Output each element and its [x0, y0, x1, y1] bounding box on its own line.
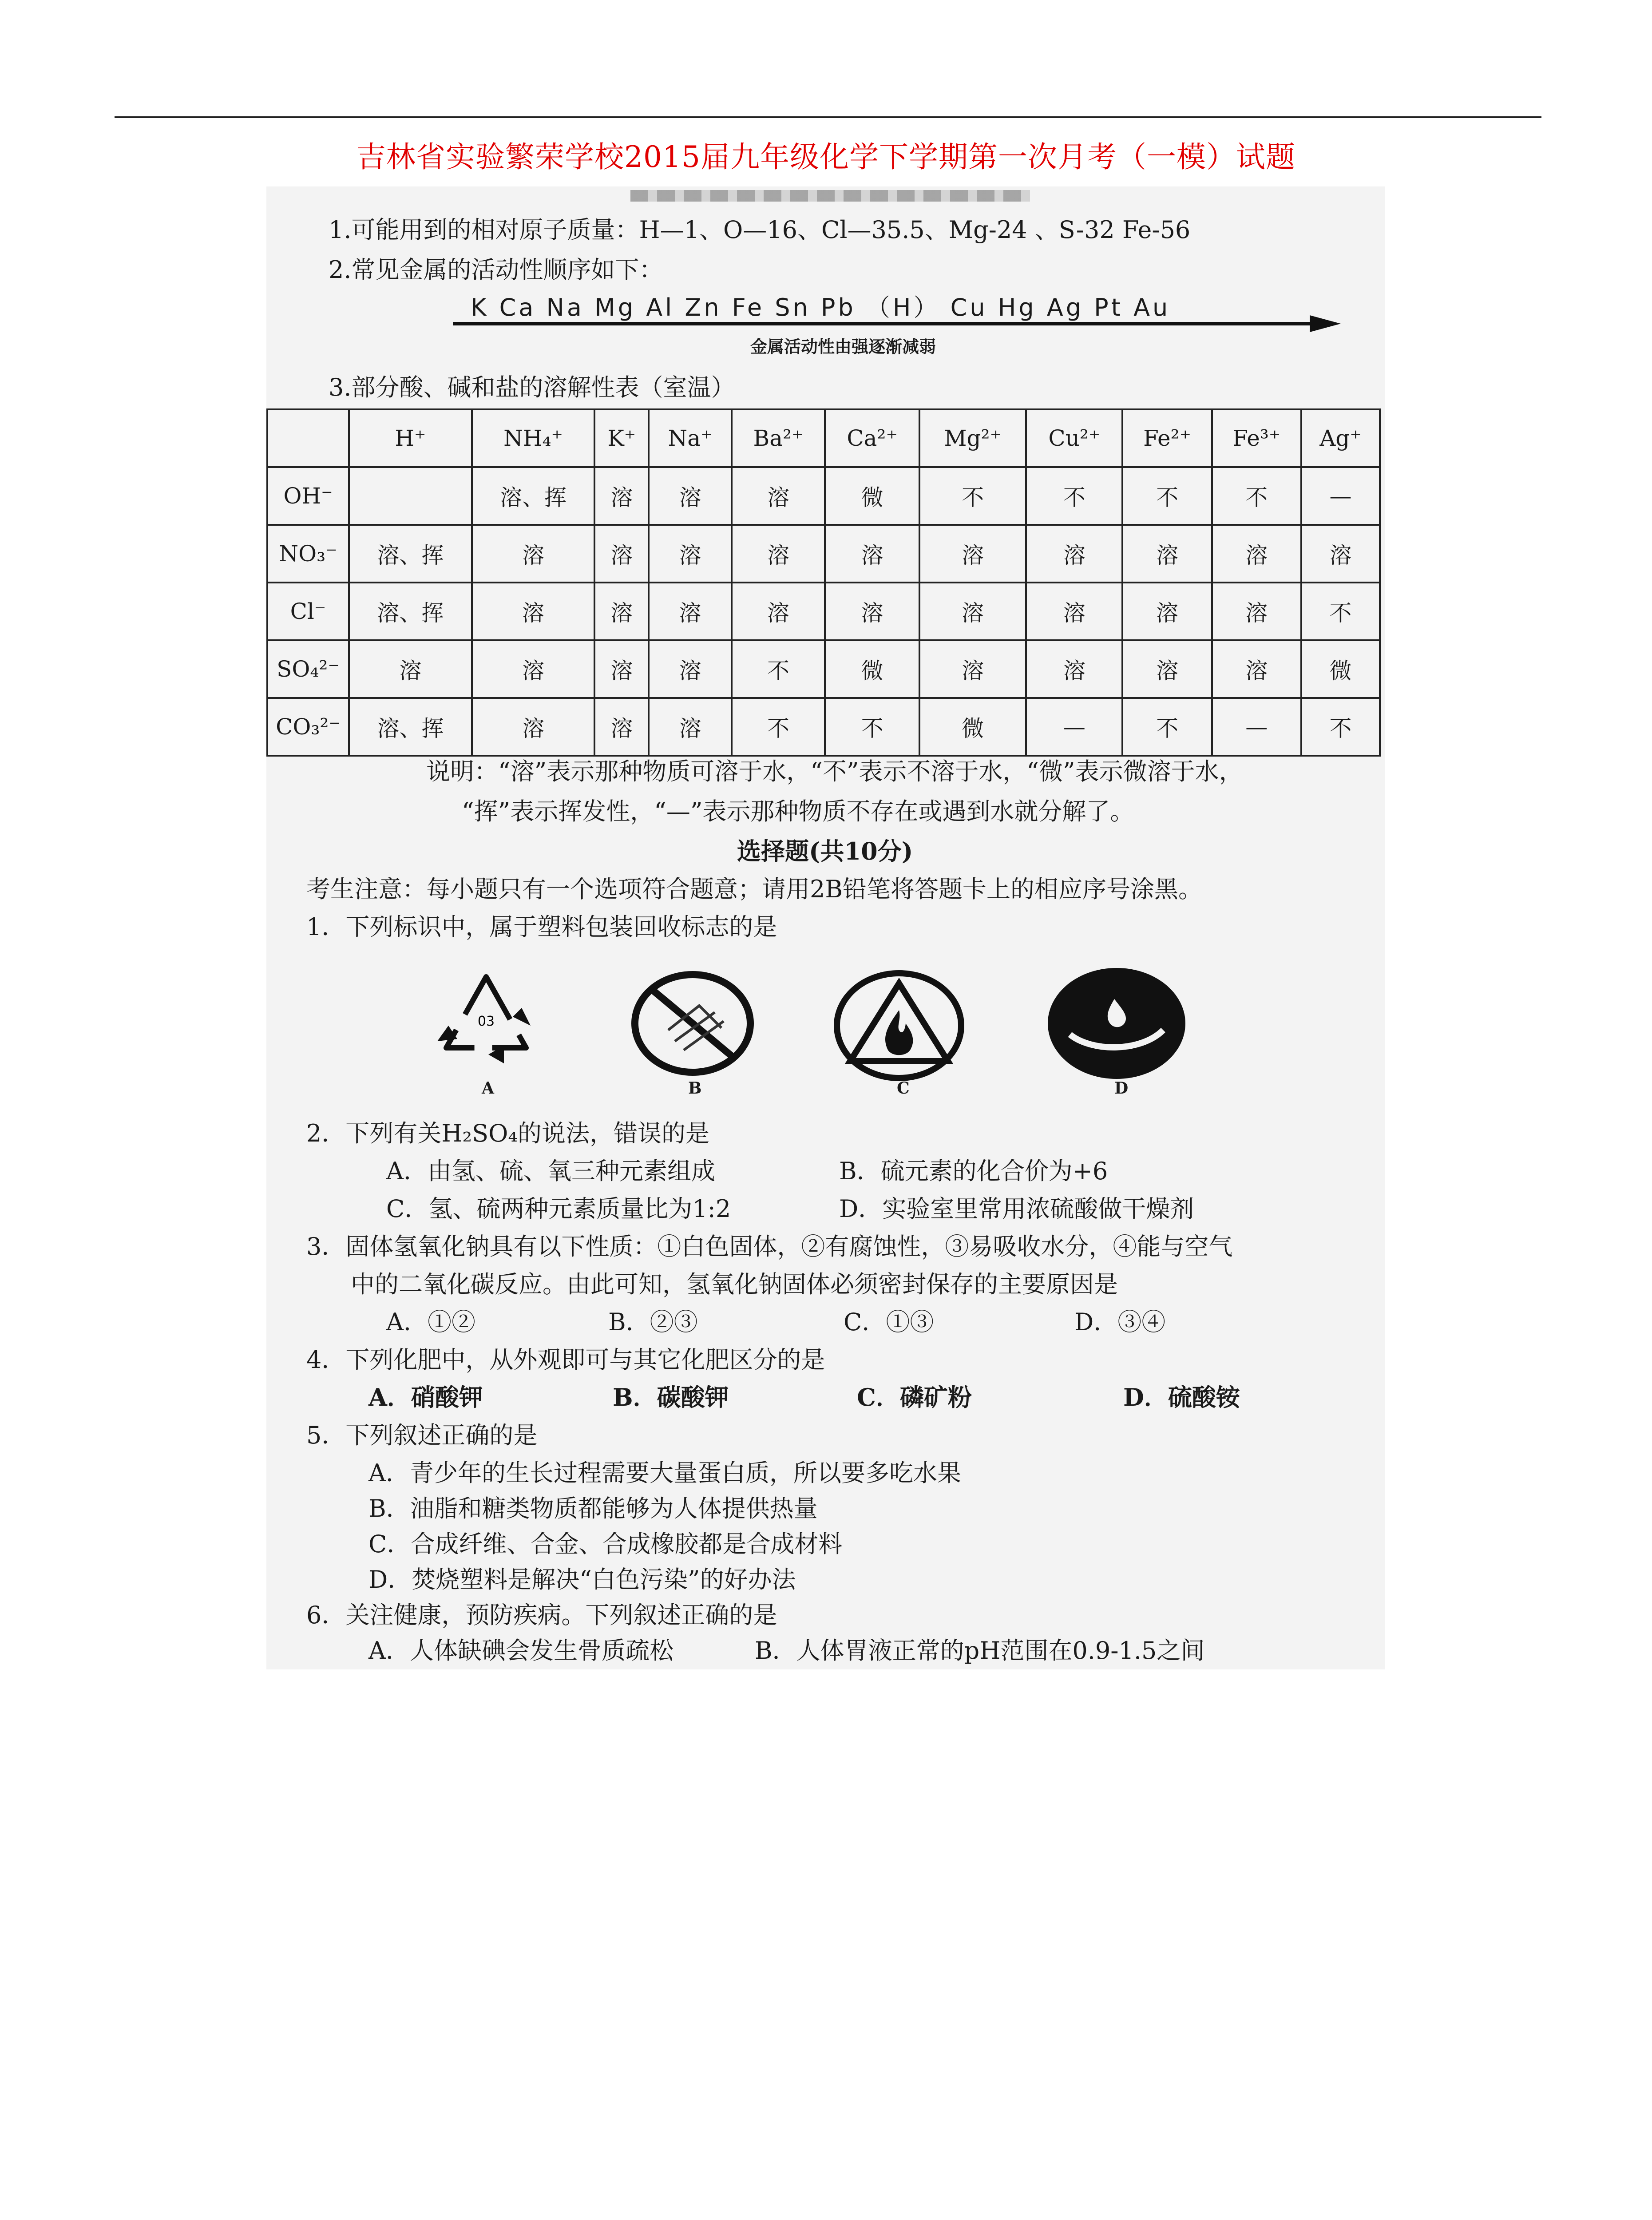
metal-activity-caption: 金属活动性由强逐渐减弱 — [750, 337, 936, 357]
q1-label-a: A — [482, 1079, 494, 1098]
solubility-cell: 溶 — [1122, 525, 1212, 583]
cation-header-cell: K⁺ — [594, 409, 649, 467]
question-3-option-c: C．①③ — [844, 1308, 934, 1336]
solubility-cell: 溶 — [594, 640, 649, 698]
question-4-option-b: B．碳酸钾 — [613, 1383, 729, 1411]
solubility-cell: — — [1026, 698, 1122, 756]
metal-activity-series: K Ca Na Mg Al Zn Fe Sn Pb （H） Cu Hg Ag Pt Au — [471, 293, 1171, 321]
question-4-option-d: D．硫酸铵 — [1123, 1383, 1240, 1411]
solubility-cell: 不 — [1212, 467, 1301, 525]
solubility-cell: 溶 — [919, 583, 1026, 640]
solubility-cell: 不 — [1122, 467, 1212, 525]
section-notice: 考生注意：每小题只有一个选项符合题意；请用2B铅笔将答题卡上的相应序号涂黑。 — [306, 875, 1203, 903]
cation-header-cell: NH₄⁺ — [472, 409, 595, 467]
question-3-line-2: 中的二氧化碳反应。由此可知，氢氧化钠固体必须密封保存的主要原因是 — [351, 1270, 1118, 1298]
cation-header-cell: H⁺ — [349, 409, 472, 467]
solubility-cell: 溶 — [1026, 640, 1122, 698]
solubility-cell: 溶、挥 — [472, 467, 595, 525]
solubility-cell: — — [1212, 698, 1301, 756]
solubility-cell: 微 — [919, 698, 1026, 756]
scanned-exam-page — [266, 186, 1385, 1669]
question-6: 6．关注健康，预防疾病。下列叙述正确的是 — [306, 1601, 777, 1629]
solubility-cell: 溶 — [472, 525, 595, 583]
water-saving-icon — [1043, 963, 1190, 1088]
anion-header-cell: NO₃⁻ — [267, 525, 349, 583]
arrow-head-icon — [1310, 315, 1341, 332]
solubility-cell: 溶 — [1301, 525, 1380, 583]
table-row — [267, 525, 1380, 583]
solubility-cell: 不 — [825, 698, 919, 756]
solubility-cell: 不 — [732, 698, 825, 756]
solubility-cell: 溶 — [1026, 525, 1122, 583]
solubility-cell: 不 — [1301, 698, 1380, 756]
q1-label-b: B — [688, 1079, 702, 1098]
question-2-option-c: C．氢、硫两种元素质量比为1:2 — [386, 1195, 731, 1223]
question-4: 4．下列化肥中，从外观即可与其它化肥区分的是 — [306, 1346, 825, 1374]
solubility-cell: 溶 — [649, 640, 732, 698]
cation-header-cell: Ba²⁺ — [732, 409, 825, 467]
question-3-line-1: 3．固体氢氧化钠具有以下性质：①白色固体，②有腐蚀性，③易吸收水分，④能与空气 — [306, 1233, 1233, 1261]
solubility-cell: 溶 — [1212, 583, 1301, 640]
solubility-cell: 不 — [1122, 698, 1212, 756]
table-row — [267, 640, 1380, 698]
solubility-cell: 溶 — [825, 525, 919, 583]
question-2-option-b: B．硫元素的化合价为+6 — [839, 1157, 1108, 1185]
anion-header-cell: CO₃²⁻ — [267, 698, 349, 756]
solubility-cell: 溶、挥 — [349, 583, 472, 640]
anion-header-cell: Cl⁻ — [267, 583, 349, 640]
scan-cutoff-header — [630, 190, 1030, 202]
solubility-cell: 微 — [1301, 640, 1380, 698]
anion-header-cell: SO₄²⁻ — [267, 640, 349, 698]
solubility-cell: 溶 — [649, 467, 732, 525]
solubility-cell: 溶 — [472, 583, 595, 640]
no-littering-icon — [626, 963, 759, 1088]
table-row — [267, 467, 1380, 525]
solubility-cell: 不 — [1301, 583, 1380, 640]
metal-activity-arrow — [453, 322, 1314, 325]
solubility-cell: 不 — [1026, 467, 1122, 525]
solubility-cell: 溶 — [825, 583, 919, 640]
question-5-option-b: B．油脂和糖类物质都能够为人体提供热量 — [368, 1495, 818, 1522]
question-5-option-d: D．焚烧塑料是解决“白色污染”的好办法 — [368, 1566, 796, 1594]
question-6-option-a: A．人体缺碘会发生骨质疏松 — [368, 1637, 673, 1665]
recycle-code: 03 — [477, 1014, 495, 1029]
table-row — [267, 583, 1380, 640]
solubility-cell: 溶 — [649, 525, 732, 583]
table-row — [267, 698, 1380, 756]
solubility-cell: 溶 — [472, 698, 595, 756]
solubility-cell: 溶 — [594, 467, 649, 525]
question-3-option-d: D．③④ — [1074, 1308, 1166, 1336]
solubility-cell: 溶 — [349, 640, 472, 698]
recycle-icon — [422, 963, 551, 1088]
document-title: 吉林省实验繁荣学校2015届九年级化学下学期第一次月考（一模）试题 — [357, 140, 1295, 174]
solubility-cell: 溶 — [649, 583, 732, 640]
note-solubility-table: 3.部分酸、碱和盐的溶解性表（室温） — [329, 373, 735, 401]
solubility-cell: 溶 — [919, 640, 1026, 698]
cation-header-cell: Ca²⁺ — [825, 409, 919, 467]
solubility-cell: — — [1301, 467, 1380, 525]
cation-header-cell: Na⁺ — [649, 409, 732, 467]
solubility-cell: 溶 — [594, 583, 649, 640]
anion-header-cell: OH⁻ — [267, 467, 349, 525]
solubility-cell: 溶 — [732, 525, 825, 583]
solubility-cell: 溶 — [1122, 640, 1212, 698]
solubility-cell: 溶 — [1026, 583, 1122, 640]
cation-header-cell: Fe³⁺ — [1212, 409, 1301, 467]
solubility-cell: 不 — [919, 467, 1026, 525]
solubility-cell: 溶 — [594, 698, 649, 756]
solubility-cell: 溶 — [732, 467, 825, 525]
solubility-cell: 不 — [732, 640, 825, 698]
question-1: 1．下列标识中，属于塑料包装回收标志的是 — [306, 913, 777, 941]
question-2-option-a: A．由氢、硫、氧三种元素组成 — [386, 1157, 715, 1185]
question-5: 5．下列叙述正确的是 — [306, 1421, 538, 1449]
solubility-cell: 溶 — [594, 525, 649, 583]
note-atomic-masses: 1.可能用到的相对原子质量：H—1、O—16、Cl—35.5、Mg-24 、S-32 Fe-56 — [329, 216, 1191, 244]
solubility-cell: 溶 — [649, 698, 732, 756]
solubility-cell: 微 — [825, 467, 919, 525]
solubility-cell: 溶 — [1122, 583, 1212, 640]
q1-label-c: C — [897, 1079, 910, 1098]
explanation-line-2: “挥”表示挥发性，“—”表示那种物质不存在或遇到水就分解了。 — [462, 797, 1134, 825]
table-header-row — [267, 409, 1380, 467]
question-5-option-c: C．合成纤维、合金、合成橡胶都是合成材料 — [368, 1530, 843, 1558]
solubility-cell: 溶 — [1212, 640, 1301, 698]
question-5-option-a: A．青少年的生长过程需要大量蛋白质，所以要多吃水果 — [368, 1459, 961, 1487]
solubility-table — [266, 408, 1381, 757]
cation-header-cell: Ag⁺ — [1301, 409, 1380, 467]
cation-header-cell: Cu²⁺ — [1026, 409, 1122, 467]
question-3-option-b: B．②③ — [608, 1308, 698, 1336]
solubility-cell: 溶、挥 — [349, 698, 472, 756]
question-4-option-c: C．磷矿粉 — [857, 1383, 972, 1411]
q1-label-d: D — [1114, 1079, 1129, 1098]
note-metal-activity: 2.常见金属的活动性顺序如下： — [329, 256, 663, 284]
solubility-cell: 溶 — [732, 583, 825, 640]
solubility-cell: 溶 — [472, 640, 595, 698]
top-rule — [115, 116, 1541, 118]
question-2: 2．下列有关H₂SO₄的说法，错误的是 — [306, 1119, 710, 1147]
solubility-cell: 溶 — [1212, 525, 1301, 583]
question-4-option-a: A．硝酸钾 — [368, 1383, 483, 1411]
solubility-cell — [349, 467, 472, 525]
solubility-cell: 溶 — [919, 525, 1026, 583]
cation-header-cell: Mg²⁺ — [919, 409, 1026, 467]
cation-header-cell: Fe²⁺ — [1122, 409, 1212, 467]
flammable-warning-icon — [830, 963, 968, 1088]
question-2-option-d: D．实验室里常用浓硫酸做干燥剂 — [839, 1195, 1194, 1223]
section-heading: 选择题(共10分) — [737, 837, 913, 865]
table-corner-cell — [267, 409, 349, 467]
solubility-cell: 溶、挥 — [349, 525, 472, 583]
solubility-cell: 微 — [825, 640, 919, 698]
question-3-option-a: A．①② — [386, 1308, 475, 1336]
explanation-line-1: 说明：“溶”表示那种物质可溶于水，“不”表示不溶于水，“微”表示微溶于水， — [426, 757, 1243, 785]
question-6-option-b: B．人体胃液正常的pH范围在0.9-1.5之间 — [755, 1637, 1205, 1665]
